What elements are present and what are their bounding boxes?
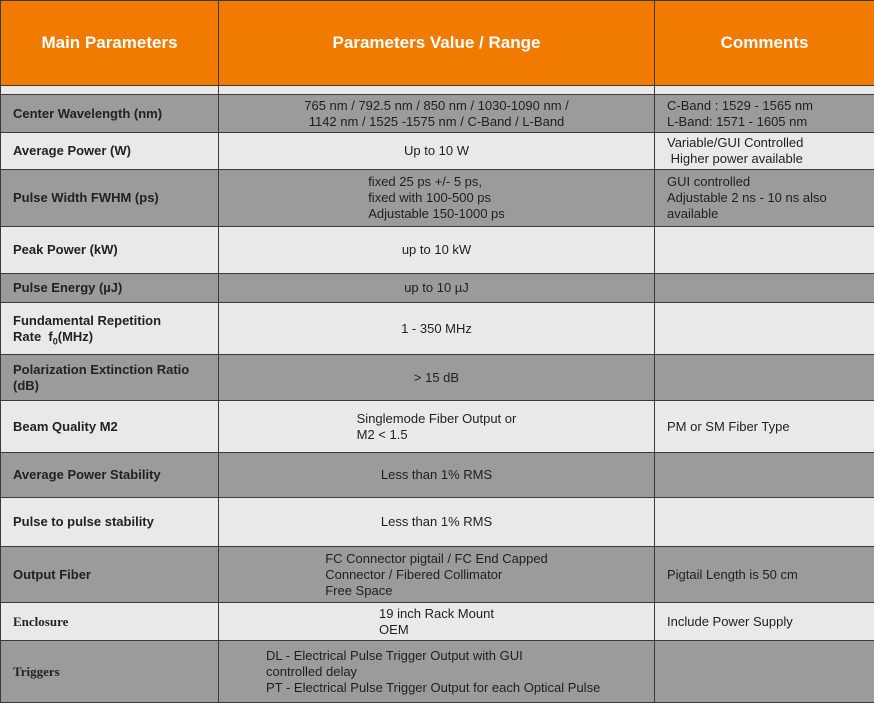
param-label: Output Fiber [1,547,219,603]
table-row [1,95,874,133]
param-label: Pulse Energy (µJ) [1,274,219,303]
value-line: Singlemode Fiber Output or [356,410,517,426]
value-line: OEM [379,621,409,637]
value-line: Less than 1% RMS [380,514,493,529]
table-row [1,170,874,227]
table-row [1,498,874,547]
value-line: Free Space [325,582,393,598]
value-line: DL - Electrical Pulse Trigger Output with GUI [266,647,523,663]
value-line: Less than 1% RMS [380,467,493,482]
value-line: FC Connector pigtail / FC End Capped [325,550,548,566]
value-line: Connector / Fibered Collimator [325,566,503,582]
param-label: Average Power Stability [1,453,219,498]
value-line: fixed 25 ps +/- 5 ps, [368,174,483,189]
value-line: 765 nm / 792.5 nm / 850 nm / 1030-1090 nm / [304,97,569,113]
comment-line: PM or SM Fiber Type [667,418,790,434]
param-label: Center Wavelength (nm) [1,95,219,133]
table-row [1,603,874,641]
table-row [1,303,874,355]
value-line: 1 - 350 MHz [401,320,472,336]
table-row [1,133,874,170]
value-line: Up to 10 W [403,143,470,158]
header-parameters-value: Parameters Value / Range [219,1,655,86]
value-line: up to 10 kW [401,242,472,257]
value-line: Adjustable 150-1000 ps [368,206,505,221]
value-line: controlled delay [266,663,358,679]
comment-line: Include Power Supply [667,613,793,629]
comment-line: Variable/GUI Controlled [667,135,804,150]
value-line: M2 < 1.5 [356,426,408,442]
comment-line: Higher power available [667,151,803,166]
table-row [1,355,874,401]
spacer-row [1,86,874,95]
param-label: Peak Power (kW) [1,227,219,274]
table-row [1,227,874,274]
comment-line: GUI controlled [667,174,751,189]
comment-line: Adjustable 2 ns - 10 ns also [667,190,827,205]
value-line: PT - Electrical Pulse Trigger Output for each Optical Pulse [266,679,601,695]
comment-line: Pigtail Length is 50 cm [667,566,798,582]
header-comments: Comments [655,1,874,86]
table-row [1,401,874,453]
comment-line: L-Band: 1571 - 1605 nm [667,113,808,129]
param-label: Beam Quality M2 [1,401,219,453]
param-label: Pulse Width FWHM (ps) [1,170,219,227]
table-row [1,274,874,303]
table-row [1,547,874,603]
comment-line: available [667,206,719,221]
param-label: Pulse to pulse stability [1,498,219,547]
value-line: > 15 dB [413,369,460,385]
param-label: Polarization Extinction Ratio (dB) [1,355,219,401]
param-label: Average Power (W) [1,133,219,170]
value-line: up to 10 µJ [404,280,469,295]
header-main-parameters: Main Parameters [1,1,219,86]
value-line: 19 inch Rack Mount [379,605,494,621]
header-row [1,1,874,86]
param-label: Fundamental Repetition Rate $f_0(MHz)$ [1,303,219,355]
table-row [1,453,874,498]
table-row [1,641,874,703]
value-line: 1142 nm / 1525 -1575 nm / C-Band / L-Band [308,113,565,129]
comment-line: C-Band : 1529 - 1565 nm [667,97,813,113]
value-line: fixed with 100-500 ps [368,190,492,205]
param-label: Triggers [1,641,219,703]
param-label: Enclosure [1,603,219,641]
